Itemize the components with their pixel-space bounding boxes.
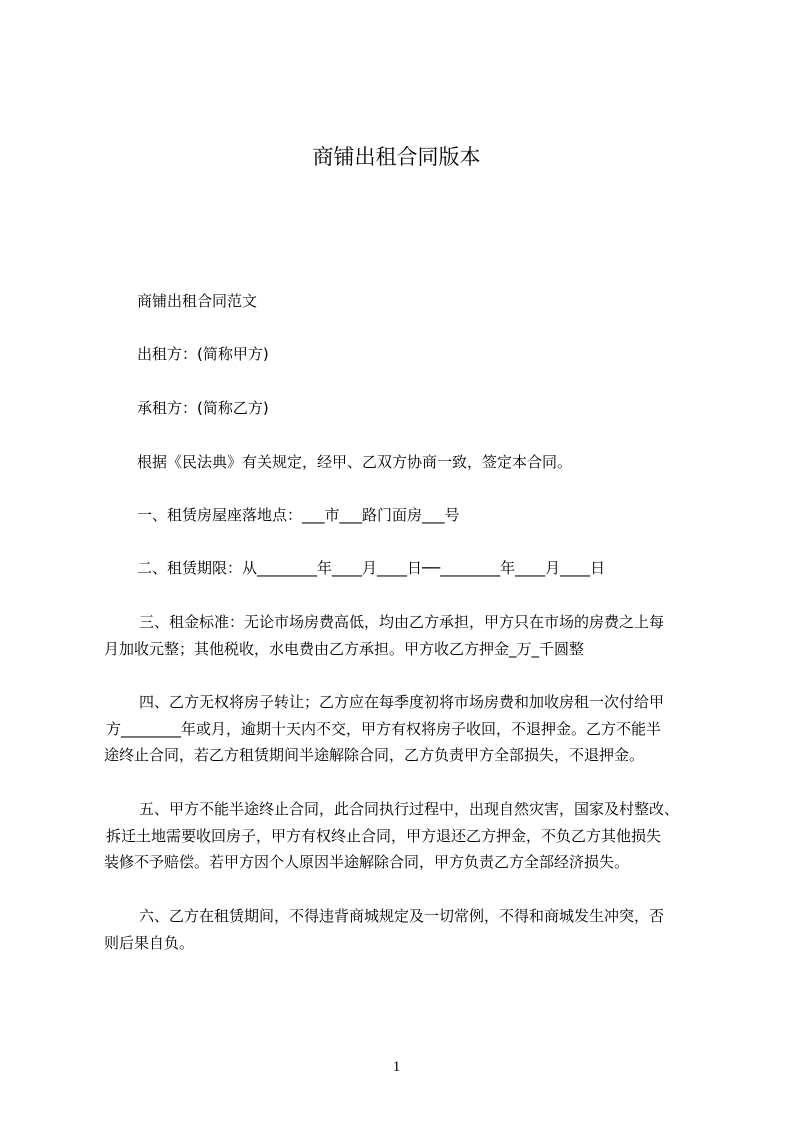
clause-4-line-2: 方________年或月，逾期十天内不交，甲方有权将房子收回，不退押金。乙方不能半	[106, 720, 662, 738]
clause-1: 一、租赁房屋座落地点：___市___路门面房___号	[137, 506, 460, 524]
lessee-line: 承租方：(简称乙方)	[137, 399, 269, 417]
clause-6-line-1: 六、乙方在租赁期间，不得违背商城规定及一切常例，不得和商城发生冲突，否	[139, 907, 665, 925]
clause-3-line-1: 三、租金标准：无论市场房费高低，均由乙方承担，甲方只在市场的房费之上每	[139, 613, 665, 631]
clause-5-line-3: 装修不予赔偿。若甲方因个人原因半途解除合同，甲方负责乙方全部经济损失。	[104, 853, 630, 871]
document-title: 商铺出租合同版本	[312, 145, 481, 169]
page-number: 1	[392, 1059, 401, 1075]
document-subtitle: 商铺出租合同范文	[137, 292, 258, 310]
lessor-line: 出租方：(简称甲方)	[137, 345, 269, 363]
preamble-line: 根据《民法典》有关规定，经甲、乙双方协商一致，签定本合同。	[137, 453, 573, 471]
clause-5-line-2: 拆迁土地需要收回房子，甲方有权终止合同，甲方退还乙方押金，不负乙方其他损失	[106, 827, 662, 845]
clause-6-line-2: 则后果自负。	[104, 934, 195, 952]
clause-4-line-3: 途终止合同，若乙方租赁期间半途解除合同，乙方负责甲方全部损失，不退押金。	[104, 746, 645, 764]
clause-3-line-2: 月加收元整；其他税收，水电费由乙方承担。甲方收乙方押金_万_千圆整	[104, 640, 585, 658]
clause-5-line-1: 五、甲方不能半途终止合同，此合同执行过程中，出现自然灾害，国家及村整改、	[139, 800, 680, 818]
clause-2: 二、租赁期限：从________年____月____日──________年____月____日	[137, 559, 606, 577]
clause-4-line-1: 四、乙方无权将房子转让；乙方应在每季度初将市场房费和加收房租一次付给甲	[139, 693, 665, 711]
